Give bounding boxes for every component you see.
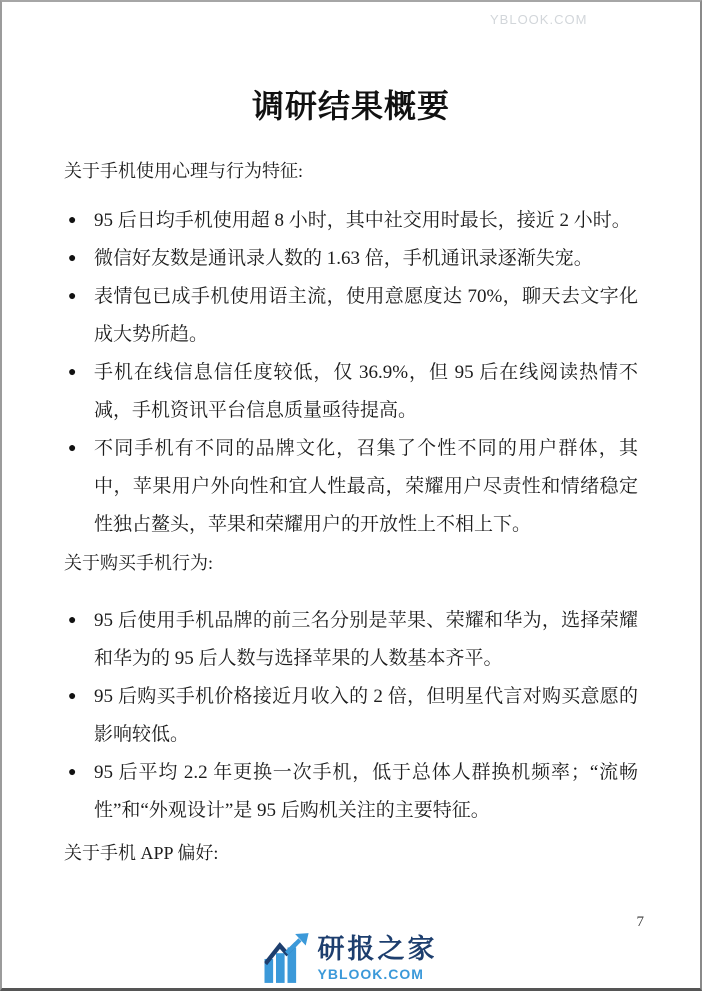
bullet-icon: ● bbox=[68, 251, 77, 266]
logo-text-block bbox=[318, 935, 438, 982]
footer-logo bbox=[265, 933, 438, 983]
list-item bbox=[64, 602, 638, 678]
list-item bbox=[64, 430, 638, 544]
bar-chart-arrow-icon bbox=[265, 933, 311, 983]
list-item bbox=[64, 202, 638, 240]
logo-name: 研报之家 bbox=[317, 933, 438, 964]
list-item-text: 手机在线信息信任度较低，仅 36.9%，但 95 后在线阅读热情不减，手机资讯平台信息质量亟待提高。 bbox=[94, 362, 638, 421]
list-item bbox=[64, 278, 638, 354]
bullet-icon: ● bbox=[68, 689, 77, 704]
list-item-text: 微信好友数是通讯录人数的 1.63 倍，手机通讯录逐渐失宠。 bbox=[94, 248, 593, 269]
bullet-list-usage-psychology bbox=[64, 202, 638, 544]
page-title: 调研结果概要 bbox=[251, 88, 450, 124]
logo-domain: YBLOOK.COM bbox=[317, 965, 424, 982]
list-item bbox=[64, 240, 638, 278]
bullet-list-purchase-behavior bbox=[64, 602, 638, 830]
list-item bbox=[64, 754, 638, 830]
list-item bbox=[64, 354, 638, 430]
list-item-text: 95 后使用手机品牌的前三名分别是苹果、荣耀和华为，选择荣耀和华为的 95 后人数与选择苹果的人数基本齐平。 bbox=[94, 610, 638, 669]
bullet-icon: ● bbox=[68, 365, 77, 380]
list-item-text: 95 后日均手机使用超 8 小时，其中社交用时最长，接近 2 小时。 bbox=[94, 210, 631, 231]
bullet-icon: ● bbox=[68, 441, 77, 456]
bullet-icon: ● bbox=[68, 613, 77, 628]
list-item-text: 95 后购买手机价格接近月收入的 2 倍，但明星代言对购买意愿的影响较低。 bbox=[94, 686, 638, 745]
bullet-icon: ● bbox=[68, 289, 77, 304]
bullet-icon: ● bbox=[68, 213, 77, 228]
list-item-text: 95 后平均 2.2 年更换一次手机，低于总体人群换机频率；“流畅性”和“外观设计”是 95 后购机关注的主要特征。 bbox=[94, 762, 638, 821]
list-item-text: 表情包已成手机使用语主流，使用意愿度达 70%，聊天去文字化成大势所趋。 bbox=[94, 286, 638, 345]
list-item-text: 不同手机有不同的品牌文化，召集了个性不同的用户群体，其中，苹果用户外向性和宜人性最高，荣耀用户尽责性和情绪稳定性独占鳌头，苹果和荣耀用户的开放性上不相上下。 bbox=[94, 438, 638, 535]
list-item bbox=[64, 678, 638, 754]
section-heading-usage-psychology: 关于手机使用心理与行为特征: bbox=[64, 161, 303, 181]
page-content bbox=[64, 158, 638, 866]
watermark-text: YBLOOK.COM bbox=[490, 12, 588, 27]
section-heading-app-preference: 关于手机 APP 偏好: bbox=[64, 843, 219, 863]
page-number: 7 bbox=[636, 914, 644, 930]
section-heading-purchase-behavior: 关于购买手机行为: bbox=[64, 553, 214, 573]
bullet-icon: ● bbox=[68, 765, 77, 780]
